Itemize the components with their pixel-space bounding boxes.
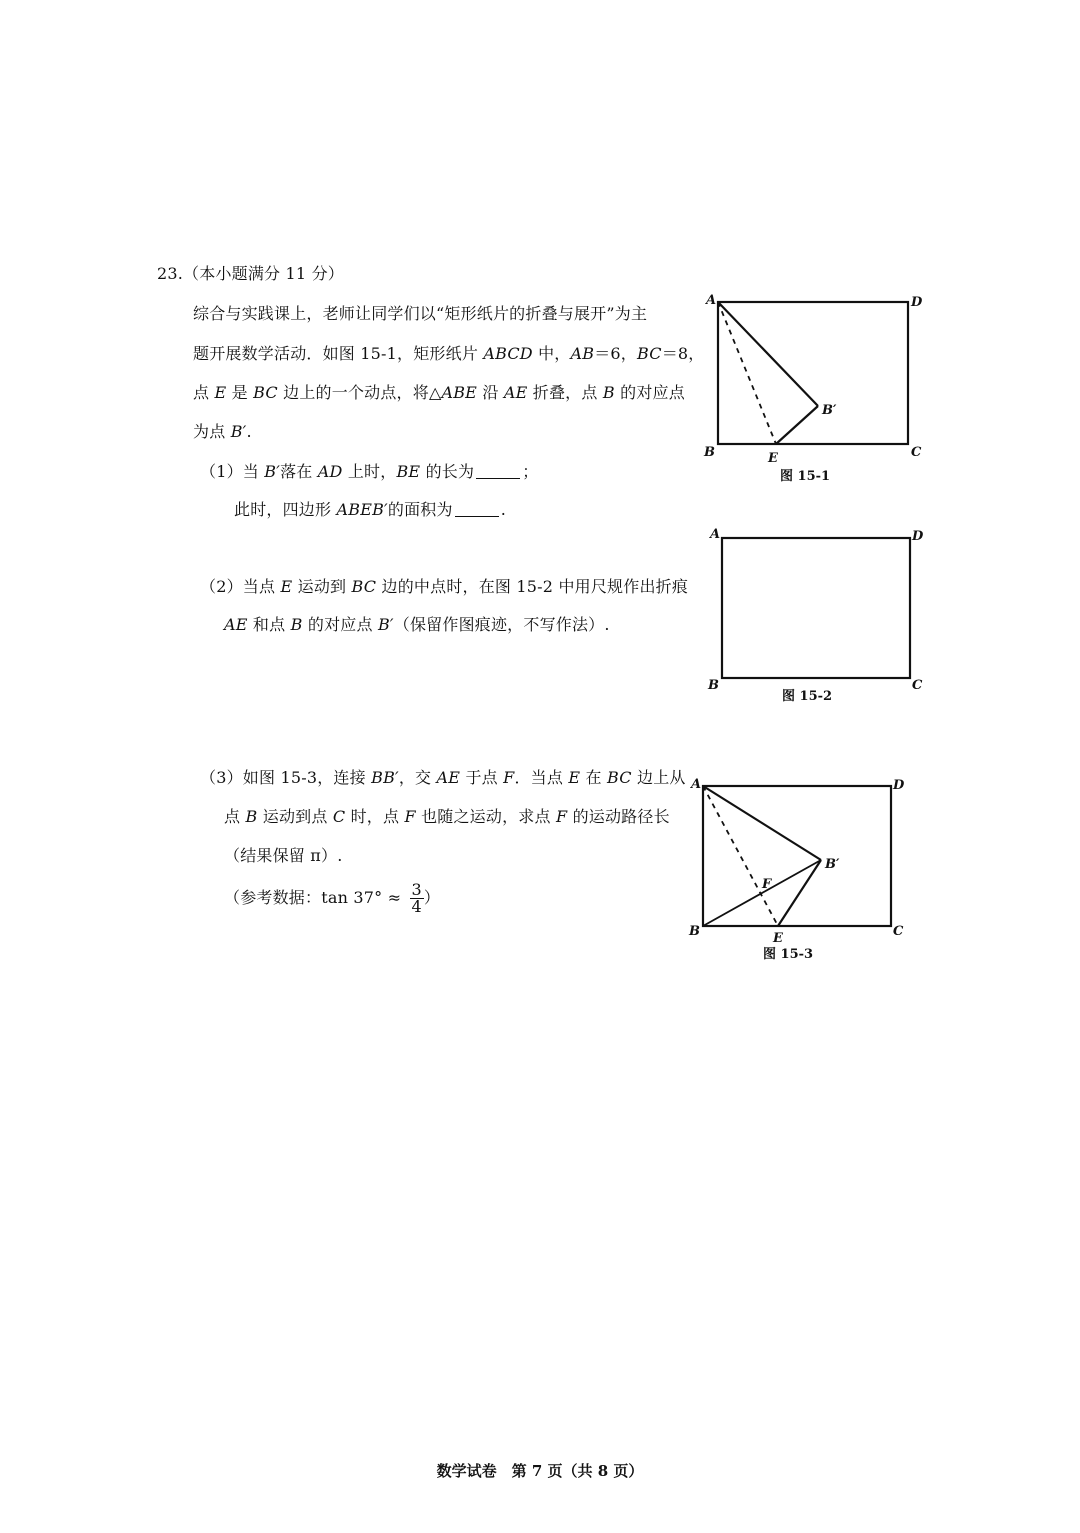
intro-line-3: 点 E 是 BC 边上的一个动点，将△ABE 沿 AE 折叠，点 B 的对应点 xyxy=(193,383,685,402)
fig2-label-a: A xyxy=(710,527,721,542)
fraction-three-quarters: $\frac{3}{4}$ xyxy=(411,880,422,916)
part1-line-1: （1）当 B′落在 AD 上时，BE 的长为 ； xyxy=(200,462,539,481)
fig3-segment-bb-prime xyxy=(703,860,821,926)
fig3-label-c: C xyxy=(893,924,904,939)
part1-line-2: 此时，四边形 ABEB′的面积为 . xyxy=(234,500,506,519)
fig1-fold-edge-ab-prime xyxy=(718,302,818,406)
figure-15-1 xyxy=(698,288,928,488)
part2-line-2: AE 和点 B 的对应点 B′（保留作图痕迹，不写作法）. xyxy=(224,615,610,634)
fig3-label-a: A xyxy=(691,777,702,792)
answer-blank-2[interactable] xyxy=(455,500,499,517)
fig1-label-e: E xyxy=(768,451,778,466)
fig1-label-c: C xyxy=(911,445,922,460)
fig3-label-b: B xyxy=(689,924,700,939)
part3-line-2: 点 B 运动到点 C 时，点 F 也随之运动，求点 F 的运动路径长 xyxy=(224,807,670,826)
fig2-label-c: C xyxy=(912,678,923,693)
fig1-fold-edge-bprime-e xyxy=(776,406,818,444)
fig3-rectangle xyxy=(703,786,891,926)
part3-reference: （参考数据：tan 37° ≈ $\frac{3}{4}$ ） xyxy=(224,880,441,916)
fig1-crease-ae xyxy=(718,302,776,444)
fig1-caption: 图 15-1 xyxy=(780,469,831,484)
fig3-label-e: E xyxy=(773,931,783,946)
fig3-label-d: D xyxy=(893,778,905,793)
fig3-caption: 图 15-3 xyxy=(763,947,814,962)
question-heading: 23.（本小题满分 11 分） xyxy=(157,264,344,283)
fig3-fold-edge-bprime-e xyxy=(778,860,821,926)
page-footer: 数学试卷 第 7 页（共 8 页） xyxy=(436,1462,644,1480)
fig1-label-bprime: B′ xyxy=(822,403,837,418)
fig3-label-bprime: B′ xyxy=(825,857,840,872)
figure-15-2 xyxy=(702,526,932,708)
part2-line-1: （2）当点 E 运动到 BC 边的中点时，在图 15-2 中用尺规作出折痕 xyxy=(200,577,689,596)
fig2-caption: 图 15-2 xyxy=(782,689,833,704)
intro-line-2: 题开展数学活动．如图 15-1，矩形纸片 ABCD 中，AB＝6，BC＝8， xyxy=(193,344,705,363)
fig3-fold-edge-ab-prime xyxy=(703,786,821,860)
figure-15-3 xyxy=(683,772,913,966)
intro-line-1: 综合与实践课上，老师让同学们以“矩形纸片的折叠与展开”为主 xyxy=(193,304,648,323)
part3-line-3: （结果保留 π）. xyxy=(224,846,343,865)
fig1-label-a: A xyxy=(706,293,717,308)
fig2-label-b: B xyxy=(708,678,719,693)
part3-line-1: （3）如图 15-3，连接 BB′，交 AE 于点 F．当点 E 在 BC 边上从 xyxy=(200,768,686,787)
intro-line-4: 为点 B′. xyxy=(193,422,252,441)
fig2-rectangle xyxy=(722,538,910,678)
fig2-label-d: D xyxy=(912,529,924,544)
answer-blank-1[interactable] xyxy=(476,462,520,479)
fig1-label-b: B xyxy=(704,445,715,460)
fig1-label-d: D xyxy=(911,295,923,310)
fig3-label-f: F xyxy=(762,877,772,892)
fig1-rectangle xyxy=(718,302,908,444)
